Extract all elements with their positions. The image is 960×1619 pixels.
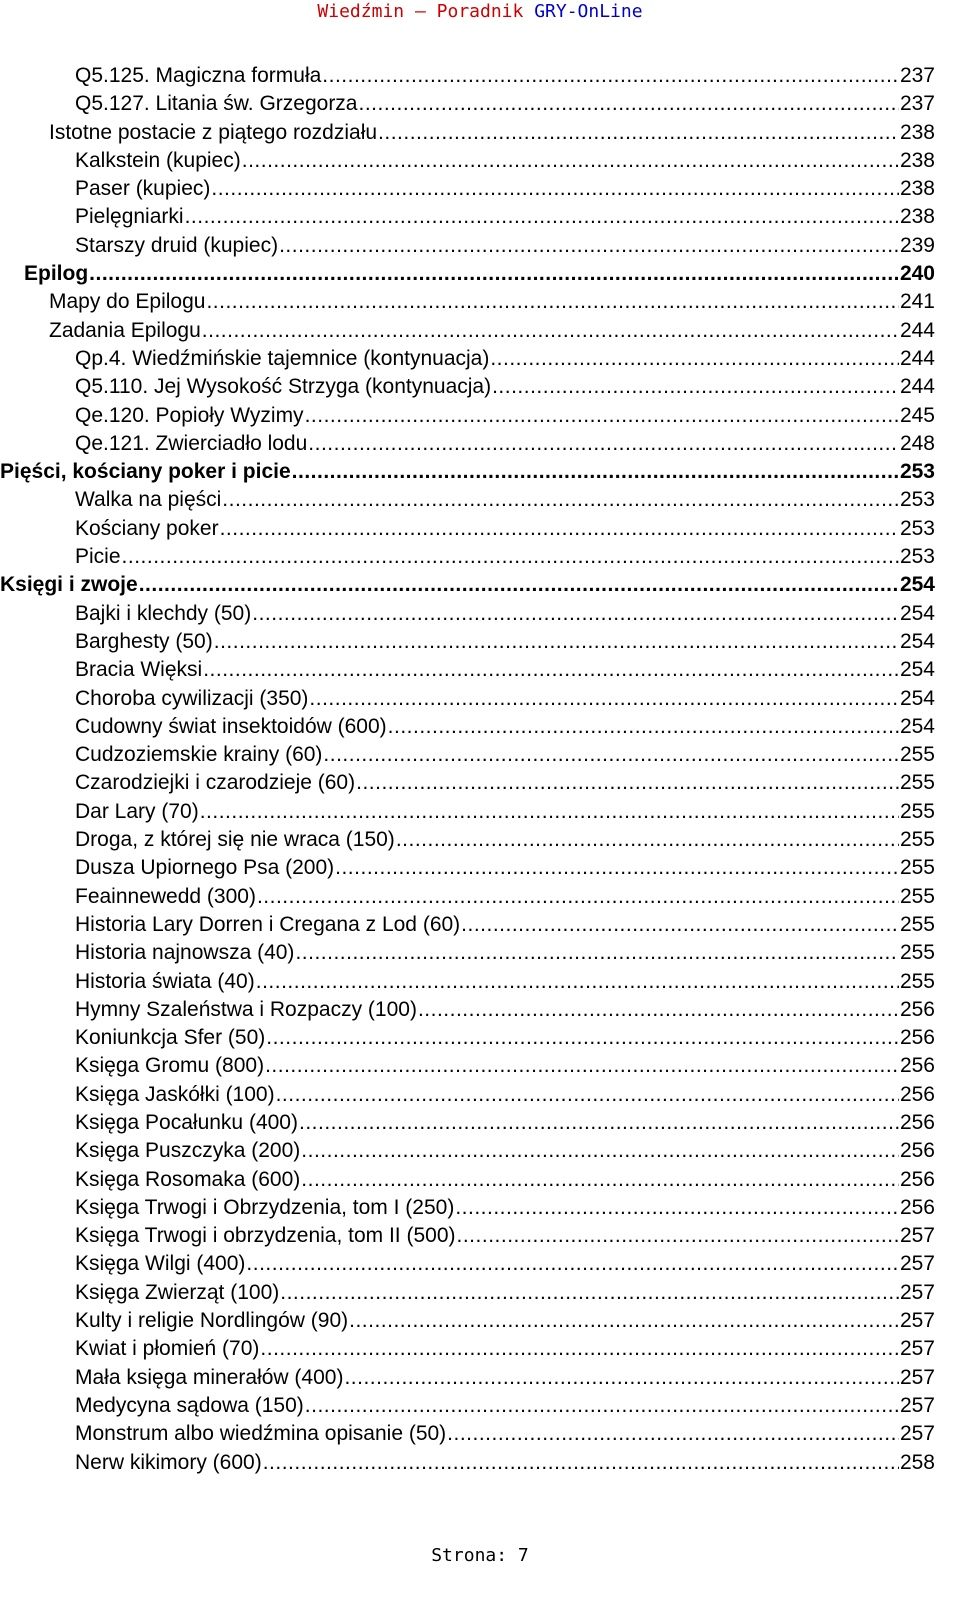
- toc-entry-title: Księga Rosomaka (600): [75, 1167, 301, 1191]
- toc-entry[interactable]: [0, 515, 935, 543]
- toc-entry-title: Bajki i klechdy (50): [75, 601, 252, 625]
- toc-dot-leader: [292, 458, 899, 486]
- toc-dot-leader: [252, 600, 899, 628]
- toc-entry[interactable]: [0, 968, 935, 996]
- toc-entry-page: 248: [899, 431, 935, 455]
- toc-entry[interactable]: [0, 628, 935, 656]
- toc-entry-title: Bracia Więksi: [75, 658, 203, 682]
- toc-entry-title: Qe.120. Popioły Wyzimy: [75, 403, 304, 427]
- table-of-contents: [0, 62, 935, 1477]
- toc-entry-title: Księga Zwierząt (100): [75, 1280, 280, 1304]
- toc-entry[interactable]: [0, 260, 935, 288]
- toc-entry-title: Cudowny świat insektoidów (600): [75, 714, 387, 738]
- toc-entry[interactable]: [0, 1137, 935, 1165]
- toc-dot-leader: [206, 288, 899, 316]
- toc-entry[interactable]: [0, 1052, 935, 1080]
- toc-entry-page: 238: [899, 205, 935, 229]
- toc-entry-page: 244: [899, 318, 935, 342]
- toc-entry-title: Mapy do Epilogu: [49, 290, 206, 314]
- toc-entry-title: Medycyna sądowa (150): [75, 1393, 304, 1417]
- toc-dot-leader: [335, 854, 899, 882]
- toc-entry[interactable]: [0, 1335, 935, 1363]
- toc-dot-leader: [295, 939, 899, 967]
- toc-entry[interactable]: [0, 741, 935, 769]
- toc-dot-leader: [260, 1335, 899, 1363]
- toc-entry-page: 257: [899, 1365, 935, 1389]
- toc-entry-page: 257: [899, 1280, 935, 1304]
- toc-entry-title: Czarodziejki i czarodzieje (60): [75, 771, 356, 795]
- toc-dot-leader: [349, 1307, 899, 1335]
- toc-entry[interactable]: [0, 685, 935, 713]
- toc-entry[interactable]: [0, 854, 935, 882]
- toc-entry-page: 253: [899, 516, 935, 540]
- toc-entry[interactable]: [0, 317, 935, 345]
- toc-entry-page: 254: [899, 714, 935, 738]
- toc-entry[interactable]: [0, 826, 935, 854]
- toc-entry-title: Walka na pięści: [75, 488, 222, 512]
- toc-entry-title: Historia świata (40): [75, 969, 255, 993]
- toc-entry-title: Księga Trwogi i Obrzydzenia, tom I (250): [75, 1195, 455, 1219]
- toc-dot-leader: [185, 203, 899, 231]
- toc-entry-page: 253: [899, 460, 935, 484]
- toc-entry-title: Picie: [75, 545, 121, 569]
- toc-entry-page: 257: [899, 1337, 935, 1361]
- toc-dot-leader: [276, 1081, 899, 1109]
- toc-entry-page: 239: [899, 233, 935, 257]
- toc-entry[interactable]: [0, 769, 935, 797]
- toc-entry-page: 241: [899, 290, 935, 314]
- toc-dot-leader: [305, 402, 899, 430]
- toc-entry-page: 255: [899, 828, 935, 852]
- toc-entry-title: Księga Jaskółki (100): [75, 1082, 275, 1106]
- toc-entry-page: 238: [899, 177, 935, 201]
- toc-entry-title: Księgi i zwoje: [0, 573, 138, 597]
- toc-entry-page: 256: [899, 1026, 935, 1050]
- page-number-label: Strona: 7: [431, 1545, 529, 1566]
- toc-entry[interactable]: [0, 911, 935, 939]
- toc-dot-leader: [309, 685, 899, 713]
- toc-entry-title: Kalkstein (kupiec): [75, 148, 241, 172]
- toc-entry[interactable]: [0, 1250, 935, 1278]
- toc-entry-page: 257: [899, 1309, 935, 1333]
- toc-entry[interactable]: [0, 1307, 935, 1335]
- toc-entry-page: 257: [899, 1224, 935, 1248]
- toc-entry-page: 255: [899, 912, 935, 936]
- toc-entry[interactable]: [0, 1449, 935, 1477]
- toc-entry-title: Historia Lary Dorren i Cregana z Lod (60): [75, 912, 461, 936]
- toc-entry-page: 238: [899, 120, 935, 144]
- toc-entry[interactable]: [0, 373, 935, 401]
- toc-entry-title: Księga Trwogi i obrzydzenia, tom II (500): [75, 1224, 456, 1248]
- toc-entry-page: 253: [899, 488, 935, 512]
- toc-entry-title: Mała księga minerałów (400): [75, 1365, 344, 1389]
- toc-entry-title: Kwiat i płomień (70): [75, 1337, 260, 1361]
- toc-entry-title: Qe.121. Zwierciadło lodu: [75, 431, 308, 455]
- toc-entry-page: 254: [899, 573, 935, 597]
- toc-entry-title: Istotne postacie z piątego rozdziału: [49, 120, 378, 144]
- toc-entry-title: Qp.4. Wiedźmińskie tajemnice (kontynuacja): [75, 346, 490, 370]
- toc-entry-page: 254: [899, 658, 935, 682]
- toc-dot-leader: [388, 713, 899, 741]
- toc-entry-title: Pięści, kościany poker i picie: [0, 460, 291, 484]
- header-title: Wiedźmin: [317, 1, 405, 22]
- toc-dot-leader: [263, 1449, 899, 1477]
- toc-entry-page: 256: [899, 1167, 935, 1191]
- toc-entry-title: Paser (kupiec): [75, 177, 211, 201]
- toc-dot-leader: [322, 62, 899, 90]
- toc-entry-title: Starszy druid (kupiec): [75, 233, 279, 257]
- header-subtitle: Poradnik: [436, 1, 524, 22]
- toc-dot-leader: [301, 1137, 899, 1165]
- toc-entry-title: Epilog: [24, 262, 89, 286]
- toc-entry-title: Feainnewedd (300): [75, 884, 256, 908]
- toc-entry-page: 254: [899, 629, 935, 653]
- toc-entry[interactable]: [0, 1364, 935, 1392]
- toc-dot-leader: [378, 119, 899, 147]
- toc-entry-page: 257: [899, 1393, 935, 1417]
- toc-entry-title: Barghesty (50): [75, 629, 213, 653]
- toc-dot-leader: [418, 996, 899, 1024]
- toc-entry[interactable]: [0, 1166, 935, 1194]
- toc-entry-title: Q5.110. Jej Wysokość Strzyga (kontynuacja): [75, 375, 492, 399]
- toc-entry[interactable]: [0, 996, 935, 1024]
- toc-entry-page: 254: [899, 601, 935, 625]
- toc-entry-title: Kulty i religie Nordlingów (90): [75, 1309, 349, 1333]
- toc-dot-leader: [220, 515, 899, 543]
- toc-entry-page: 255: [899, 799, 935, 823]
- toc-entry[interactable]: [0, 203, 935, 231]
- toc-entry-page: 240: [899, 262, 935, 286]
- toc-entry[interactable]: [0, 939, 935, 967]
- toc-entry[interactable]: [0, 600, 935, 628]
- toc-entry[interactable]: [0, 1279, 935, 1307]
- toc-entry-title: Historia najnowsza (40): [75, 941, 295, 965]
- toc-dot-leader: [222, 486, 899, 514]
- toc-entry-page: 255: [899, 941, 935, 965]
- toc-entry[interactable]: [0, 402, 935, 430]
- toc-entry-page: 237: [899, 64, 935, 87]
- toc-entry-title: Księga Puszczyka (200): [75, 1139, 301, 1163]
- toc-dot-leader: [308, 430, 899, 458]
- toc-entry[interactable]: [0, 119, 935, 147]
- toc-entry-page: 257: [899, 1422, 935, 1446]
- toc-entry[interactable]: [0, 1222, 935, 1250]
- toc-dot-leader: [457, 1222, 899, 1250]
- toc-dot-leader: [203, 656, 899, 684]
- toc-entry-title: Choroba cywilizacji (350): [75, 686, 309, 710]
- toc-entry-title: Księga Wilgi (400): [75, 1252, 246, 1276]
- toc-dot-leader: [265, 1052, 899, 1080]
- toc-dot-leader: [461, 911, 899, 939]
- toc-entry[interactable]: [0, 62, 935, 90]
- toc-entry[interactable]: [0, 1081, 935, 1109]
- toc-entry[interactable]: [0, 543, 935, 571]
- toc-entry-title: Zadania Epilogu: [49, 318, 201, 342]
- toc-entry[interactable]: [0, 90, 935, 118]
- toc-dot-leader: [305, 1392, 899, 1420]
- toc-dot-leader: [246, 1250, 899, 1278]
- toc-dot-leader: [214, 628, 899, 656]
- toc-entry-title: Monstrum albo wiedźmina opisanie (50): [75, 1422, 447, 1446]
- toc-entry-title: Q5.127. Litania św. Grzegorza: [75, 92, 358, 116]
- toc-entry[interactable]: [0, 458, 935, 486]
- toc-dot-leader: [202, 317, 899, 345]
- toc-dot-leader: [299, 1109, 899, 1137]
- header-brand: GRY-OnLine: [534, 1, 643, 22]
- toc-entry-page: 244: [899, 375, 935, 399]
- page-footer: [0, 1544, 960, 1568]
- toc-entry-title: Kościany poker: [75, 516, 219, 540]
- toc-dot-leader: [344, 1364, 899, 1392]
- toc-entry[interactable]: [0, 571, 935, 599]
- toc-entry-title: Koniunkcja Sfer (50): [75, 1026, 266, 1050]
- toc-dot-leader: [447, 1420, 899, 1448]
- toc-entry[interactable]: [0, 486, 935, 514]
- toc-entry-page: 255: [899, 884, 935, 908]
- toc-dot-leader: [356, 769, 899, 797]
- toc-entry[interactable]: [0, 798, 935, 826]
- toc-dot-leader: [200, 798, 899, 826]
- toc-entry-page: 258: [899, 1450, 935, 1474]
- toc-entry[interactable]: [0, 1420, 935, 1448]
- toc-dot-leader: [242, 147, 899, 175]
- toc-dot-leader: [89, 260, 899, 288]
- toc-entry-title: Hymny Szaleństwa i Rozpaczy (100): [75, 997, 417, 1021]
- toc-dot-leader: [490, 345, 899, 373]
- toc-entry-page: 256: [899, 1082, 935, 1106]
- toc-entry-title: Droga, z której się nie wraca (150): [75, 828, 395, 852]
- toc-entry-page: 256: [899, 1110, 935, 1134]
- toc-entry[interactable]: [0, 430, 935, 458]
- toc-entry-title: Pielęgniarki: [75, 205, 184, 229]
- toc-entry-page: 238: [899, 148, 935, 172]
- toc-entry-page: 244: [899, 346, 935, 370]
- toc-entry[interactable]: [0, 147, 935, 175]
- toc-entry-page: 253: [899, 545, 935, 569]
- toc-entry[interactable]: [0, 713, 935, 741]
- toc-entry-page: 256: [899, 997, 935, 1021]
- toc-dot-leader: [256, 968, 899, 996]
- toc-entry[interactable]: [0, 1109, 935, 1137]
- toc-dot-leader: [139, 571, 899, 599]
- toc-dot-leader: [257, 883, 899, 911]
- toc-entry[interactable]: [0, 1024, 935, 1052]
- toc-entry[interactable]: [0, 288, 935, 316]
- toc-dot-leader: [279, 232, 899, 260]
- toc-entry-page: 245: [899, 403, 935, 427]
- toc-dot-leader: [301, 1166, 899, 1194]
- toc-dot-leader: [211, 175, 899, 203]
- toc-dot-leader: [396, 826, 899, 854]
- toc-entry-title: Q5.125. Magiczna formuła: [75, 64, 322, 87]
- toc-entry-page: 237: [899, 92, 935, 116]
- toc-entry-title: Dusza Upiornego Psa (200): [75, 856, 335, 880]
- toc-entry-title: Dar Lary (70): [75, 799, 199, 823]
- toc-entry-page: 254: [899, 686, 935, 710]
- toc-entry[interactable]: [0, 345, 935, 373]
- toc-entry-title: Nerw kikimory (600): [75, 1450, 262, 1474]
- toc-entry-title: Księga Pocałunku (400): [75, 1110, 298, 1134]
- toc-entry[interactable]: [0, 1194, 935, 1222]
- toc-entry-page: 255: [899, 856, 935, 880]
- toc-dot-leader: [266, 1024, 899, 1052]
- toc-entry-page: 256: [899, 1139, 935, 1163]
- toc-entry[interactable]: [0, 175, 935, 203]
- toc-entry-page: 256: [899, 1054, 935, 1078]
- toc-entry-page: 256: [899, 1195, 935, 1219]
- header-separator: –: [414, 1, 426, 22]
- toc-entry[interactable]: [0, 656, 935, 684]
- toc-dot-leader: [323, 741, 899, 769]
- toc-entry-title: Cudzoziemskie krainy (60): [75, 743, 323, 767]
- toc-entry[interactable]: [0, 883, 935, 911]
- toc-entry-title: Księga Gromu (800): [75, 1054, 265, 1078]
- toc-dot-leader: [455, 1194, 899, 1222]
- toc-entry[interactable]: [0, 1392, 935, 1420]
- toc-entry-page: 255: [899, 743, 935, 767]
- toc-entry-page: 257: [899, 1252, 935, 1276]
- toc-dot-leader: [359, 90, 899, 118]
- toc-entry-page: 255: [899, 771, 935, 795]
- toc-entry[interactable]: [0, 232, 935, 260]
- toc-dot-leader: [492, 373, 899, 401]
- toc-dot-leader: [280, 1279, 899, 1307]
- page-header: [0, 0, 960, 32]
- toc-dot-leader: [122, 543, 899, 571]
- toc-entry-page: 255: [899, 969, 935, 993]
